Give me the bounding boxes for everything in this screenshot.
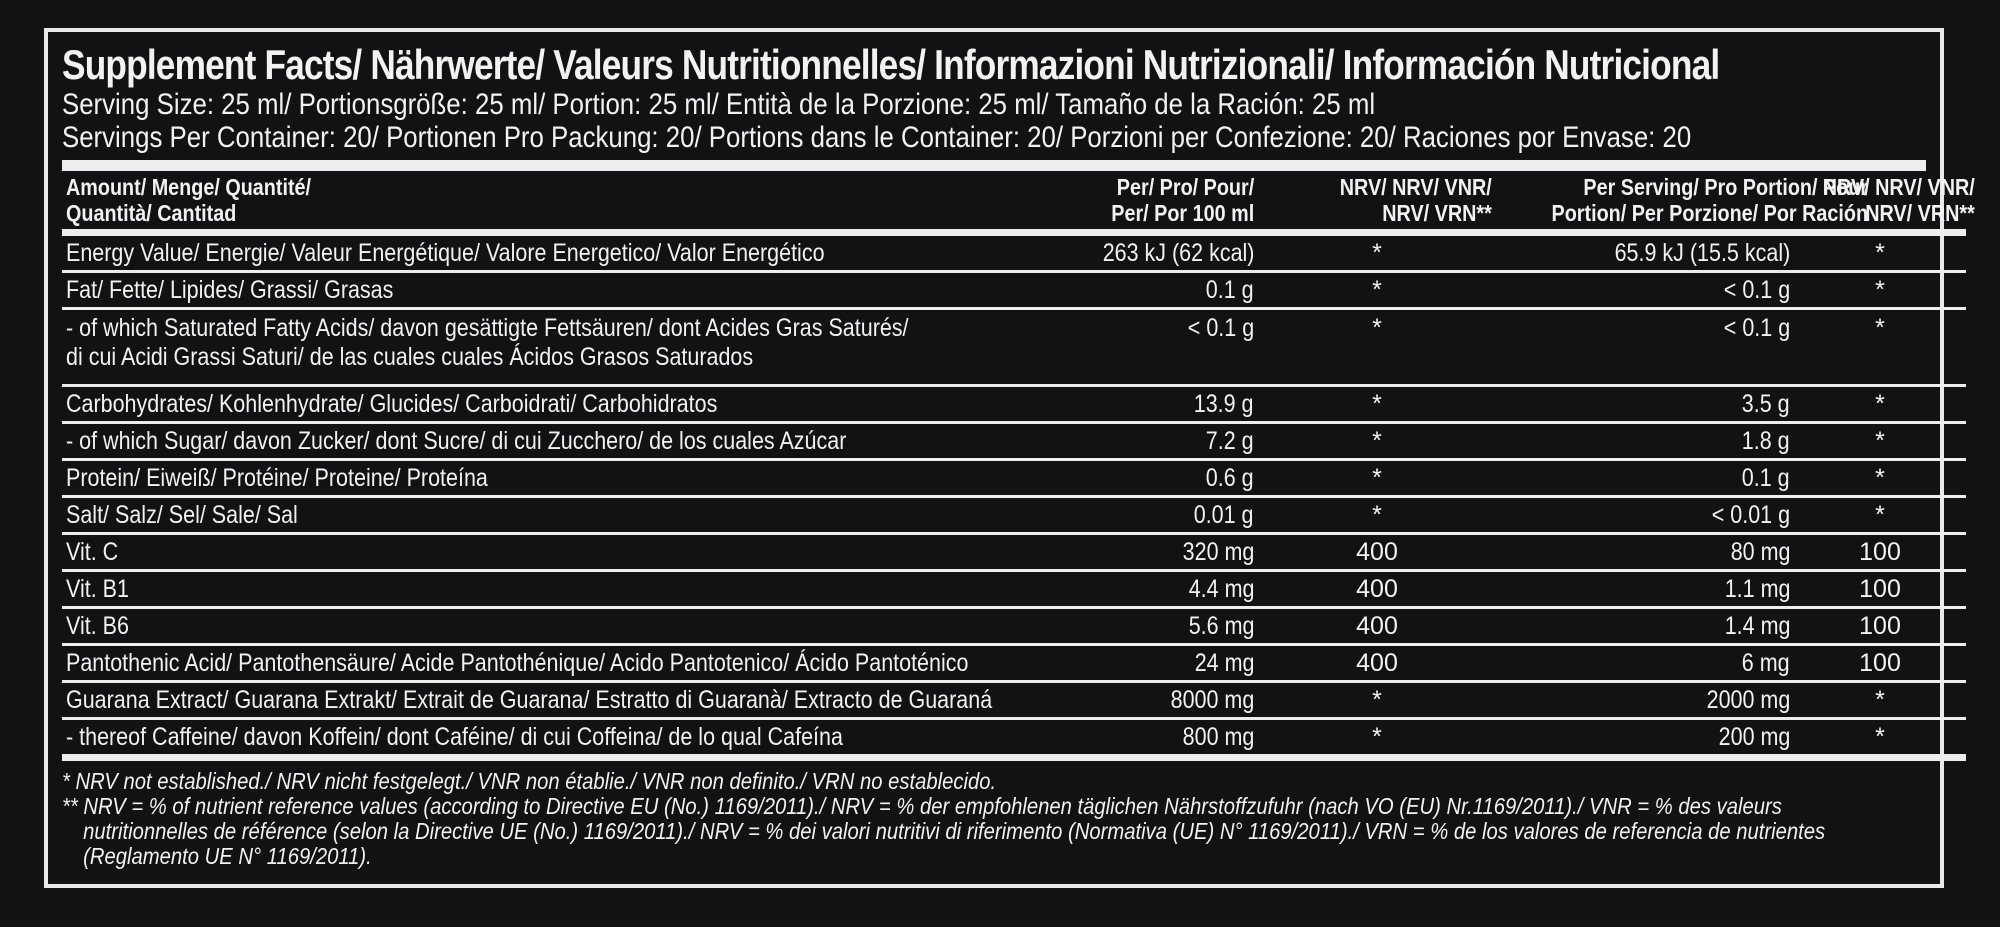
value-per-100ml: 0.1 g bbox=[1030, 272, 1258, 309]
nutrient-name: Vit. B6 bbox=[62, 608, 1030, 645]
table-row bbox=[62, 423, 1966, 460]
nrv-per-serving: 100 bbox=[1794, 534, 1966, 571]
value-per-serving: 200 mg bbox=[1496, 719, 1794, 758]
nrv-per-serving: * bbox=[1794, 233, 1966, 272]
nrv-per-serving: 100 bbox=[1794, 645, 1966, 682]
value-per-100ml: 320 mg bbox=[1030, 534, 1258, 571]
table-row bbox=[62, 571, 1966, 608]
nrv-per-serving: * bbox=[1794, 682, 1966, 719]
nrv-per-100ml: * bbox=[1258, 682, 1496, 719]
nrv-per-100ml: * bbox=[1258, 233, 1496, 272]
table-row bbox=[62, 608, 1966, 645]
nrv-per-100ml: * bbox=[1258, 460, 1496, 497]
value-per-serving: < 0.1 g bbox=[1496, 309, 1794, 386]
value-per-serving: 1.8 g bbox=[1496, 423, 1794, 460]
nutrition-table bbox=[62, 171, 1975, 761]
value-per-100ml: 0.6 g bbox=[1030, 460, 1258, 497]
header-per-100ml: Per/ Pro/ Pour/ Per/ Por 100 ml bbox=[1111, 174, 1254, 226]
servings-per-container: Servings Per Container: 20/ Portionen Pro Packung: 20/ Portions dans le Container: 20/ Porzioni per Confezione: 20/ Raciones por Envase: 20 bbox=[62, 121, 1692, 154]
table-row bbox=[62, 309, 1966, 386]
value-per-100ml: 7.2 g bbox=[1030, 423, 1258, 460]
nrv-per-100ml: 400 bbox=[1258, 534, 1496, 571]
table-row bbox=[62, 682, 1966, 719]
header-amount: Amount/ Menge/ Quantité/ Quantità/ Cantitad bbox=[66, 174, 312, 226]
footnotes bbox=[62, 769, 1926, 869]
value-per-serving: 2000 mg bbox=[1496, 682, 1794, 719]
table-row bbox=[62, 272, 1966, 309]
value-per-serving: 65.9 kJ (15.5 kcal) bbox=[1496, 233, 1794, 272]
nutrient-name: Guarana Extract/ Guarana Extrakt/ Extrait de Guarana/ Estratto di Guaranà/ Extracto de Guaraná bbox=[62, 682, 1030, 719]
table-row bbox=[62, 534, 1966, 571]
nrv-per-100ml: * bbox=[1258, 309, 1496, 386]
header-per-serving: Per Serving/ Pro Portion/ Pour Portion/ Per Porzione/ Por Ración bbox=[1551, 174, 1869, 226]
nutrient-name: Carbohydrates/ Kohlenhydrate/ Glucides/ Carboidrati/ Carbohidratos bbox=[62, 386, 1030, 423]
panel-title: Supplement Facts/ Nährwerte/ Valeurs Nutritionnelles/ Informazioni Nutrizionali/ Información Nutricional bbox=[62, 41, 1720, 88]
nrv-per-100ml: 400 bbox=[1258, 645, 1496, 682]
nrv-per-100ml: * bbox=[1258, 497, 1496, 534]
nutrient-name: - of which Sugar/ davon Zucker/ dont Sucre/ di cui Zucchero/ de los cuales Azúcar bbox=[62, 423, 1030, 460]
table-row bbox=[62, 719, 1966, 758]
header-nrv-serving: NRV/ NRV/ VNR/ NRV/ VRN** bbox=[1822, 174, 1975, 226]
nutrient-name: - of which Saturated Fatty Acids/ davon gesättigte Fettsäuren/ dont Acides Gras Saturés/ di cui Acidi Grassi Saturi/ de las cuales cuales Ácidos Grasos Saturados bbox=[62, 309, 1030, 386]
table-row bbox=[62, 497, 1966, 534]
value-per-100ml: 4.4 mg bbox=[1030, 571, 1258, 608]
nrv-per-serving: * bbox=[1794, 497, 1966, 534]
value-per-serving: < 0.1 g bbox=[1496, 272, 1794, 309]
nrv-per-serving: * bbox=[1794, 719, 1966, 758]
value-per-100ml: < 0.1 g bbox=[1030, 309, 1258, 386]
value-per-100ml: 8000 mg bbox=[1030, 682, 1258, 719]
nrv-per-100ml: * bbox=[1258, 272, 1496, 309]
table-body bbox=[62, 233, 1966, 758]
nrv-per-100ml: 400 bbox=[1258, 571, 1496, 608]
nutrient-name: Energy Value/ Energie/ Valeur Energétique/ Valore Energetico/ Valor Energético bbox=[62, 233, 1030, 272]
nrv-per-100ml: 400 bbox=[1258, 608, 1496, 645]
nrv-per-serving: * bbox=[1794, 309, 1966, 386]
supplement-facts-panel bbox=[44, 28, 1975, 888]
footnote-nrv-definition: ** NRV = % of nutrient reference values (according to Directive EU (No.) 1169/2011)./ NRV = % der empfohlenen täglichen Nährstoffzufuhr (nach VO (EU) Nr.1169/2011)./ VNR = % des valeurs bbox=[62, 793, 1782, 819]
value-per-100ml: 263 kJ (62 kcal) bbox=[1030, 233, 1258, 272]
nrv-per-serving: 100 bbox=[1794, 571, 1966, 608]
value-per-serving: 80 mg bbox=[1496, 534, 1794, 571]
footnote-nrv-definition-end: (Reglamento UE N° 1169/2011). bbox=[83, 843, 372, 869]
table-header-row bbox=[62, 171, 1966, 233]
nrv-per-serving: 100 bbox=[1794, 608, 1966, 645]
value-per-serving: 1.4 mg bbox=[1496, 608, 1794, 645]
nrv-per-serving: * bbox=[1794, 272, 1966, 309]
nutrient-name: Fat/ Fette/ Lipides/ Grassi/ Grasas bbox=[62, 272, 1030, 309]
value-per-100ml: 0.01 g bbox=[1030, 497, 1258, 534]
footnote-nrv-definition-cont: nutritionnelles de référence (selon la Directive UE (No.) 1169/2011)./ NRV = % dei valori nutritivi di riferimento (Normativa (UE) N° 1169/2011)./ VRN = % de los valores de referencia de nutrientes bbox=[83, 818, 1826, 844]
nrv-per-100ml: * bbox=[1258, 719, 1496, 758]
table-row bbox=[62, 233, 1966, 272]
divider-bar bbox=[62, 160, 1926, 171]
serving-size: Serving Size: 25 ml/ Portionsgröße: 25 ml/ Portion: 25 ml/ Entità de la Porzione: 25 ml/ Tamaño de la Ración: 25 ml bbox=[62, 88, 1376, 121]
nrv-per-100ml: * bbox=[1258, 386, 1496, 423]
nutrient-name: Protein/ Eiweiß/ Protéine/ Proteine/ Proteína bbox=[62, 460, 1030, 497]
nrv-per-serving: * bbox=[1794, 386, 1966, 423]
nutrient-name: Pantothenic Acid/ Pantothensäure/ Acide Pantothénique/ Acido Pantotenico/ Ácido Pantoténico bbox=[62, 645, 1030, 682]
value-per-serving: 0.1 g bbox=[1496, 460, 1794, 497]
value-per-serving: 3.5 g bbox=[1496, 386, 1794, 423]
value-per-100ml: 800 mg bbox=[1030, 719, 1258, 758]
nrv-per-serving: * bbox=[1794, 423, 1966, 460]
nutrient-name: Salt/ Salz/ Sel/ Sale/ Sal bbox=[62, 497, 1030, 534]
table-row bbox=[62, 460, 1966, 497]
value-per-100ml: 13.9 g bbox=[1030, 386, 1258, 423]
value-per-serving: < 0.01 g bbox=[1496, 497, 1794, 534]
value-per-100ml: 24 mg bbox=[1030, 645, 1258, 682]
nutrient-name: Vit. B1 bbox=[62, 571, 1030, 608]
footnote-nrv-not-established: * NRV not established./ NRV nicht festgelegt./ VNR non établie./ VNR non definito./ VRN no establecido. bbox=[62, 768, 997, 794]
value-per-100ml: 5.6 mg bbox=[1030, 608, 1258, 645]
table-row bbox=[62, 386, 1966, 423]
table-row bbox=[62, 645, 1966, 682]
value-per-serving: 6 mg bbox=[1496, 645, 1794, 682]
nutrient-name: - thereof Caffeine/ davon Koffein/ dont Caféine/ di cui Coffeina/ de lo qual Cafeína bbox=[62, 719, 1030, 758]
nutrient-name: Vit. C bbox=[62, 534, 1030, 571]
header-nrv-100ml: NRV/ NRV/ VNR/ NRV/ VRN** bbox=[1339, 174, 1492, 226]
nrv-per-serving: * bbox=[1794, 460, 1966, 497]
value-per-serving: 1.1 mg bbox=[1496, 571, 1794, 608]
nrv-per-100ml: * bbox=[1258, 423, 1496, 460]
